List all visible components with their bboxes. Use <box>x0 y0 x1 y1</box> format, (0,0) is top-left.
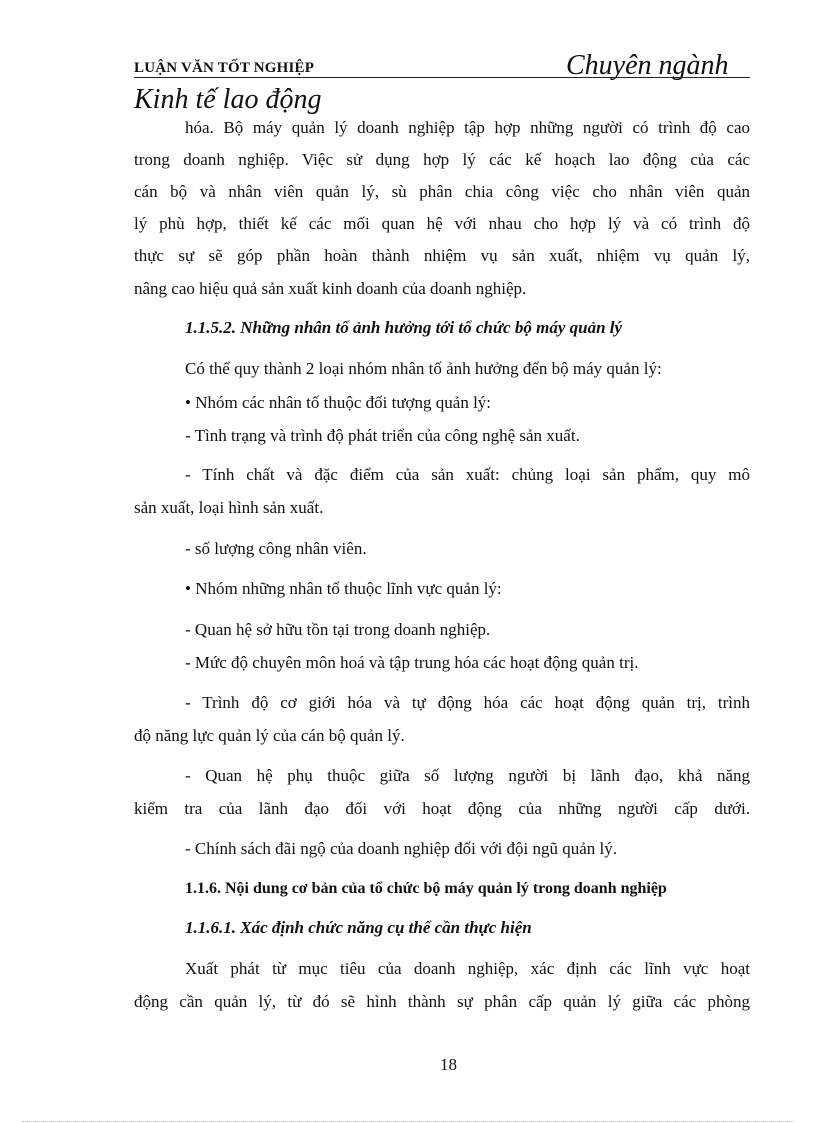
list-item-continuation: độ năng lực quản lý của cán bộ quản lý. <box>134 726 405 745</box>
intro-line: Có thể quy thành 2 loại nhóm nhân tố ảnh hưởng đến bộ máy quản lý: <box>185 359 662 378</box>
list-item-continuation: kiểm tra của lãnh đạo đối với hoạt động của những người cấp dưới. <box>134 799 750 818</box>
header-divider <box>134 77 750 78</box>
list-item: - Trình độ cơ giới hóa và tự động hóa các hoạt động quản trị, trình <box>185 693 750 712</box>
list-item: - Tình trạng và trình độ phát triển của công nghệ sản xuất. <box>185 426 580 445</box>
page-bottom-border <box>22 1121 794 1122</box>
header-thesis-label: LUẬN VĂN TỐT NGHIỆP <box>134 60 315 76</box>
paragraph-line: cán bộ và nhân viên quản lý, sù phân chia công việc cho nhân viên quản <box>134 182 750 201</box>
list-item: - Mức độ chuyên môn hoá và tập trung hóa các hoạt động quản trị. <box>185 653 639 672</box>
paragraph-line: thực sự sẽ góp phần hoàn thành nhiệm vụ sản xuất, nhiệm vụ quản lý, <box>134 246 750 265</box>
paragraph-line: trong doanh nghiệp. Việc sử dụng hợp lý các kế hoạch lao động của các <box>134 150 750 169</box>
section-heading-1-1-6: 1.1.6. Nội dung cơ bản của tổ chức bộ máy quản lý trong doanh nghiệp <box>185 880 667 897</box>
list-item: - Quan hệ phụ thuộc giữa số lượng người bị lãnh đạo, khả năng <box>185 766 750 785</box>
paragraph-line: lý phù hợp, thiết kế các mối quan hệ với nhau cho hợp lý và có trình độ <box>134 214 750 233</box>
header-major-name: Kinh tế lao động <box>134 84 322 115</box>
list-item: - Chính sách đãi ngộ của doanh nghiệp đối với đội ngũ quản lý. <box>185 839 618 858</box>
page-number: 18 <box>440 1055 457 1074</box>
paragraph-line: nâng cao hiệu quả sản xuất kinh doanh của doanh nghiệp. <box>134 279 527 298</box>
paragraph-line: động cần quản lý, từ đó sẽ hình thành sự phân cấp quản lý giữa các phòng <box>134 992 750 1011</box>
paragraph-line: Xuất phát từ mục tiêu của doanh nghiệp, xác định các lĩnh vực hoạt <box>185 959 750 978</box>
section-heading-1-1-5-2: 1.1.5.2. Những nhân tố ảnh hưởng tới tổ chức bộ máy quản lý <box>185 318 623 337</box>
list-item: - Quan hệ sở hữu tồn tại trong doanh nghiệp. <box>185 620 491 639</box>
list-item: - số lượng công nhân viên. <box>185 539 367 558</box>
paragraph-line: hóa. Bộ máy quản lý doanh nghiệp tập hợp những người có trình độ cao <box>185 118 750 137</box>
list-item-continuation: sản xuất, loại hình sản xuất. <box>134 498 324 517</box>
bullet-group-object: • Nhóm các nhân tố thuộc đối tượng quản lý: <box>185 393 492 412</box>
list-item: - Tính chất và đặc điểm của sản xuất: chủng loại sản phẩm, quy mô <box>185 465 750 484</box>
bullet-group-management: • Nhóm những nhân tố thuộc lĩnh vực quản lý: <box>185 579 502 598</box>
section-heading-1-1-6-1: 1.1.6.1. Xác định chức năng cụ thể cần thực hiện <box>185 918 532 937</box>
header-major-label: Chuyên ngành <box>566 50 729 81</box>
